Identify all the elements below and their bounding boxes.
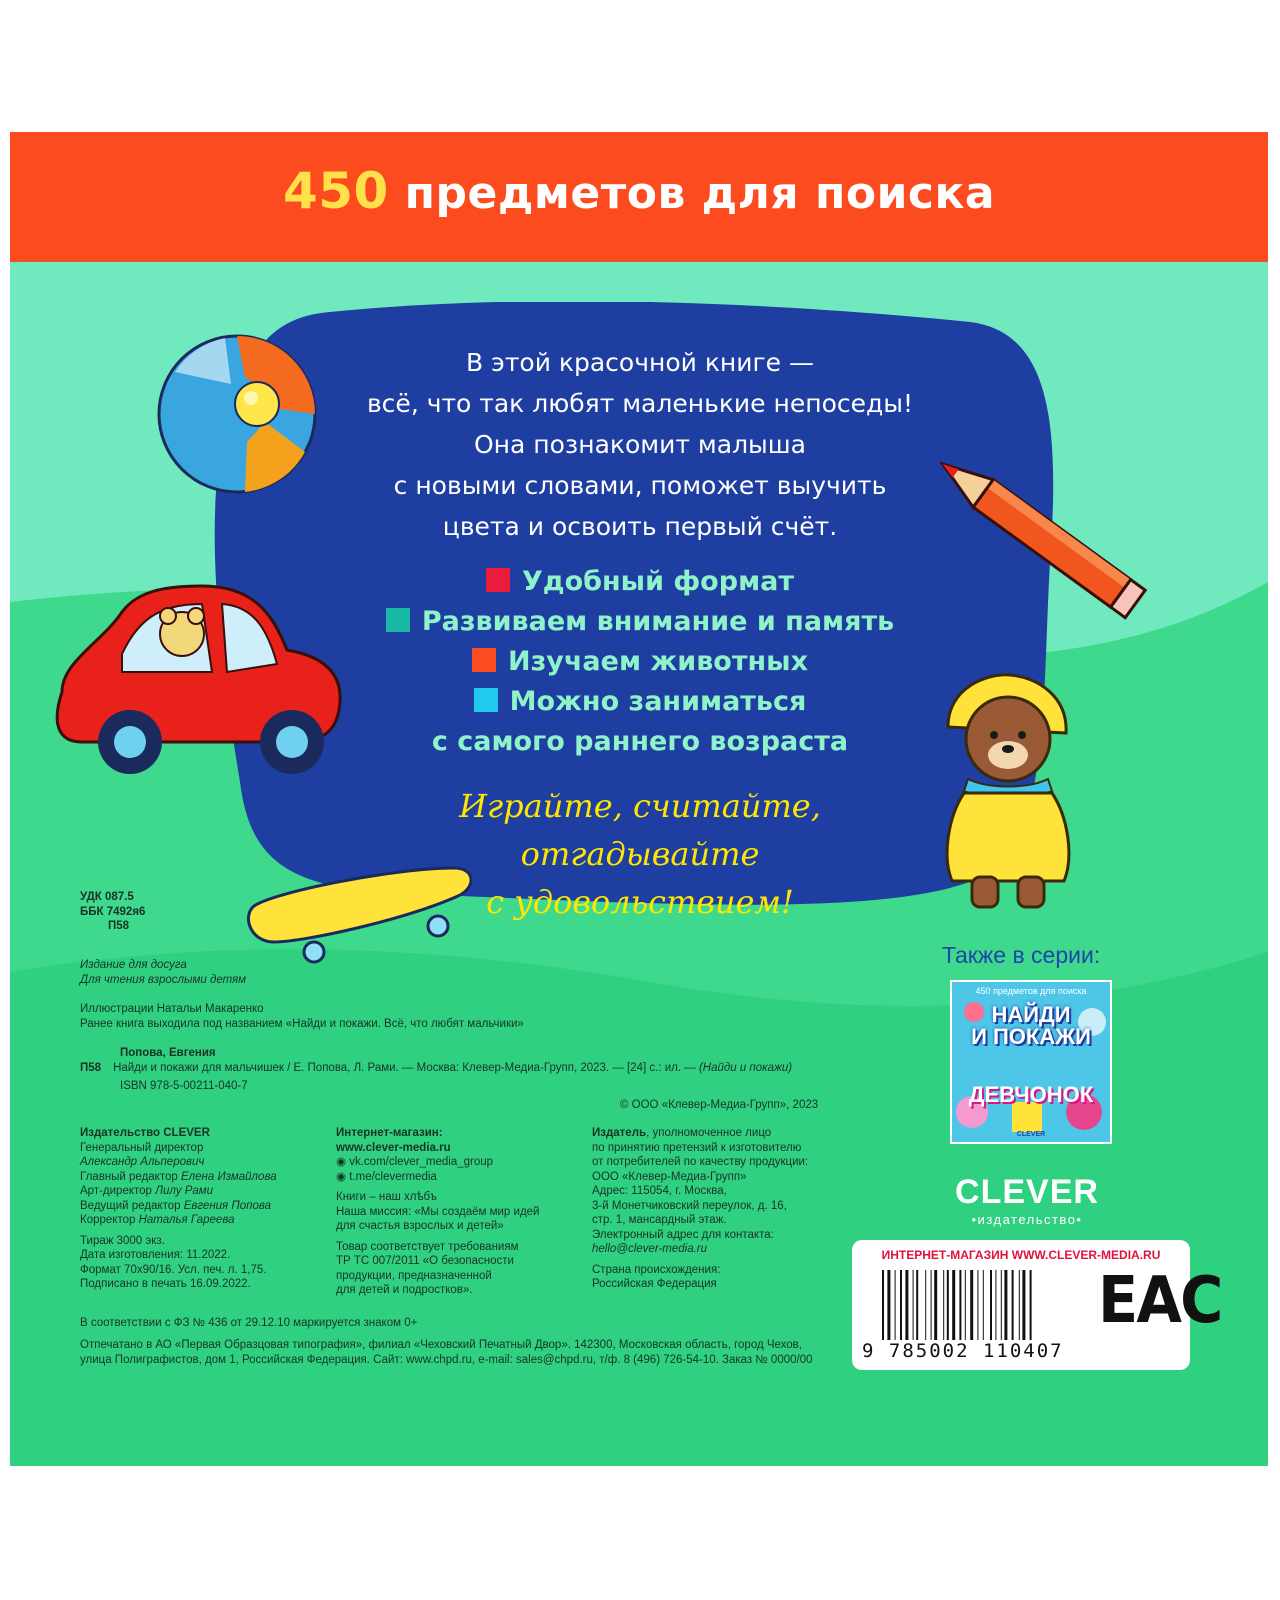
feature-item <box>340 642 940 682</box>
author-code: П58 <box>108 920 130 932</box>
standard-line: для детей и подростков». <box>336 1284 473 1296</box>
barcode-shop-url: ИНТЕРНЕТ-МАГАЗИН WWW.CLEVER-MEDIA.RU <box>881 1248 1161 1262</box>
maker-line: стр. 1, мансардный этаж. <box>592 1214 727 1226</box>
barcode-bar <box>1030 1270 1032 1340</box>
barcode-bar <box>947 1270 949 1340</box>
beach-ball-icon <box>155 332 320 497</box>
bear-raincoat-icon <box>928 667 1088 917</box>
maker-email: hello@clever-media.ru <box>592 1243 708 1255</box>
shop-block <box>336 1126 539 1298</box>
skateboard-icon <box>244 862 484 972</box>
staff-role: Ведущий редактор <box>80 1199 184 1212</box>
feature-label: Развиваем внимание и память <box>421 606 895 637</box>
barcode-bar <box>1004 1270 1007 1340</box>
printing-info <box>80 1338 813 1367</box>
age-marking: В соответствии с ФЗ № 436 от 29.12.10 маркируется знаком 0+ <box>80 1317 418 1329</box>
staff-name: Елена Измайлова <box>180 1170 277 1183</box>
bib-entry: Найди и покажи для мальчишек / Е. Попова, Л. Рами. — Москва: Клевер-Медиа-Групп, 2023. — [24] с.: ил. — <box>113 1061 699 1074</box>
banner-title <box>10 162 1268 220</box>
staff-name: Наталья Гареева <box>138 1214 235 1226</box>
banner-number: 450 <box>282 162 389 220</box>
maker-line: 3-й Монетчиковский переулок, д. 16, <box>592 1199 787 1212</box>
bib-code: П58 <box>80 1061 102 1074</box>
barcode-bar <box>970 1270 973 1340</box>
bullet-square-icon <box>486 568 510 592</box>
staff-name: Лилу Рами <box>155 1185 214 1197</box>
barcode-bar <box>959 1270 961 1340</box>
feature-label: Удобный формат <box>521 566 795 597</box>
maker-block <box>592 1126 808 1292</box>
maker-line: по принятию претензий к изготовителю <box>592 1141 802 1154</box>
previous-title: Ранее книга выходила под названием «Найди и покажи. Всё, что любят мальчики» <box>80 1017 524 1030</box>
motto: Книги – наш хлѣбъ <box>336 1191 437 1203</box>
maker-line: , уполномоченное лицо <box>646 1127 772 1139</box>
publisher-logo-sub: •издательство• <box>971 1212 1083 1227</box>
standard-line: ТР ТС 007/2011 «О безопасности <box>336 1255 514 1267</box>
standard-line: продукции, предназначенной <box>336 1269 492 1282</box>
maker-line: Электронный адрес для контакта: <box>592 1228 774 1241</box>
barcode-bar <box>934 1270 937 1340</box>
maker-line: Адрес: 115054, г. Москва, <box>592 1185 727 1197</box>
purpose-line: Издание для досуга <box>80 959 187 971</box>
printing-line: улица Полиграфистов, дом 1, Российская Федерация. Сайт: www.chpd.ru, e-mail: sales@chpd.ru, т/ф. 8 (496) 726-54-10. Заказ № 0000/00 <box>80 1353 813 1366</box>
staff-role: Арт-директор <box>80 1185 156 1197</box>
barcode-bar <box>965 1270 966 1340</box>
series-title-line: И ПОКАЖИ <box>971 1024 1091 1049</box>
barcode-bar <box>913 1270 914 1340</box>
series-title-line: НАЙДИ <box>991 1002 1071 1027</box>
vk-icon: ◉ <box>336 1156 350 1168</box>
intro-text <box>340 342 940 547</box>
eac-mark: EAC <box>1098 1264 1222 1338</box>
intro-line: цвета и освоить первый счёт. <box>442 512 838 541</box>
banner-text: предметов для поиска <box>388 168 996 219</box>
intro-line: всё, что так любят маленькие непоседы! <box>366 389 914 418</box>
staff-role: Генеральный директор <box>80 1141 204 1154</box>
intro-line: Она познакомит малыша <box>474 430 806 459</box>
purpose-line: Для чтения взрослыми детям <box>80 973 247 986</box>
banner-scallop <box>10 242 1268 282</box>
series-top-text: 450 предметов для поиска <box>975 986 1087 996</box>
barcode-bar <box>1001 1270 1002 1340</box>
mission-line: для счастья взрослых и детей» <box>336 1220 504 1232</box>
standard-line: Товар соответствует требованиям <box>336 1240 519 1253</box>
country-label: Страна происхождения: <box>592 1263 721 1276</box>
bbk: ББК 7492я6 <box>80 905 146 918</box>
barcode-bar <box>895 1270 896 1340</box>
bib-author: Попова, Евгения <box>120 1047 216 1059</box>
mission-line: Наша миссия: «Мы создаём мир идей <box>336 1205 540 1218</box>
bib-series: (Найди и покажи) <box>698 1061 793 1074</box>
book-back-cover <box>10 132 1268 1466</box>
barcode-bar <box>887 1270 890 1340</box>
maker-line: ООО «Клевер-Медиа-Групп» <box>592 1170 747 1183</box>
country: Российская Федерация <box>592 1278 717 1290</box>
barcode-bar <box>882 1270 884 1340</box>
barcode-bar <box>900 1270 902 1340</box>
barcode-bar <box>977 1270 978 1340</box>
barcode-bar <box>925 1270 926 1340</box>
pencil-icon <box>908 432 1168 642</box>
barcode-bar <box>916 1270 918 1340</box>
staff-role: Главный редактор <box>80 1170 181 1183</box>
barcode-bar <box>1012 1270 1014 1340</box>
publisher-title: Издательство CLEVER <box>80 1127 210 1139</box>
barcode-bar <box>905 1270 908 1340</box>
barcode-bar <box>1022 1270 1025 1340</box>
barcode-bar <box>1019 1270 1020 1340</box>
series-brand: CLEVER <box>1016 1131 1046 1138</box>
barcode-bar <box>990 1270 992 1340</box>
intro-line: В этой красочной книге — <box>466 348 814 377</box>
series-subtitle: ДЕВЧОНОК <box>968 1082 1094 1107</box>
bullet-square-icon <box>474 688 498 712</box>
purpose <box>80 958 246 987</box>
publisher-block <box>80 1126 277 1292</box>
illustrator-credit: Иллюстрации Натальи Макаренко <box>80 1003 264 1015</box>
maker-line: от потребителей по качеству продукции: <box>592 1156 809 1168</box>
staff-name: Александр Альперович <box>80 1156 205 1168</box>
publisher-logo: CLEVER <box>955 1173 1099 1211</box>
barcode-bar <box>931 1270 932 1340</box>
series-book-thumbnail <box>950 980 1112 1144</box>
barcode-bar <box>983 1270 984 1340</box>
shop-site: www.clever-media.ru <box>336 1141 451 1154</box>
format: Формат 70х90/16. Усл. печ. л. 1,75. <box>80 1263 267 1276</box>
feature-item <box>340 682 940 722</box>
series-label: Также в серии: <box>942 942 1101 968</box>
print-run: Тираж 3000 экз. <box>80 1234 165 1247</box>
telegram-link: t.me/clevermedia <box>349 1170 437 1183</box>
barcode-bars <box>882 1270 1082 1340</box>
slogan-line: с удовольствием! <box>486 883 794 921</box>
barcode-panel <box>852 1240 1222 1370</box>
made-date: Дата изготовления: 11.2022. <box>80 1249 231 1261</box>
vk-link: vk.com/clever_media_group <box>349 1156 494 1168</box>
feature-label: с самого раннего возраста <box>431 726 849 757</box>
shop-title: Интернет-магазин: <box>336 1127 443 1139</box>
feature-item <box>340 722 940 762</box>
feature-item <box>340 562 940 602</box>
slogan-line: Играйте, считайте, отгадывайте <box>459 787 821 873</box>
udk: УДК 087.5 <box>80 891 134 903</box>
bibliography <box>80 1046 792 1094</box>
copyright: © ООО «Клевер-Медиа-Групп», 2023 <box>620 1099 819 1111</box>
telegram-icon: ◉ <box>336 1170 350 1183</box>
barcode-digits: 9 785002 110407 <box>862 1340 1064 1362</box>
series-title <box>952 1004 1110 1048</box>
intro-line: с новыми словами, поможет выучить <box>393 471 887 500</box>
bullet-square-icon <box>472 648 496 672</box>
barcode-bar <box>952 1270 955 1340</box>
credits <box>80 1002 524 1031</box>
printing-line: Отпечатано в АО «Первая Образцовая типография», филиал «Чеховский Печатный Двор». 142300, Московская область, город Чехов, <box>80 1339 802 1351</box>
red-car-icon <box>42 572 352 782</box>
classification-codes <box>80 890 145 934</box>
staff-name: Евгения Попова <box>183 1199 271 1212</box>
bullet-square-icon <box>386 608 410 632</box>
maker-title: Издатель <box>592 1127 647 1139</box>
feature-label: Изучаем животных <box>508 646 808 677</box>
feature-label: Можно заниматься <box>509 686 807 717</box>
feature-list <box>340 562 940 762</box>
barcode-bar <box>943 1270 944 1340</box>
signed-date: Подписано в печать 16.09.2022. <box>80 1278 251 1290</box>
barcode-bar <box>995 1270 996 1340</box>
staff-role: Корректор <box>80 1214 139 1226</box>
isbn: ISBN 978-5-00211-040-7 <box>120 1080 248 1092</box>
feature-item <box>340 602 940 642</box>
